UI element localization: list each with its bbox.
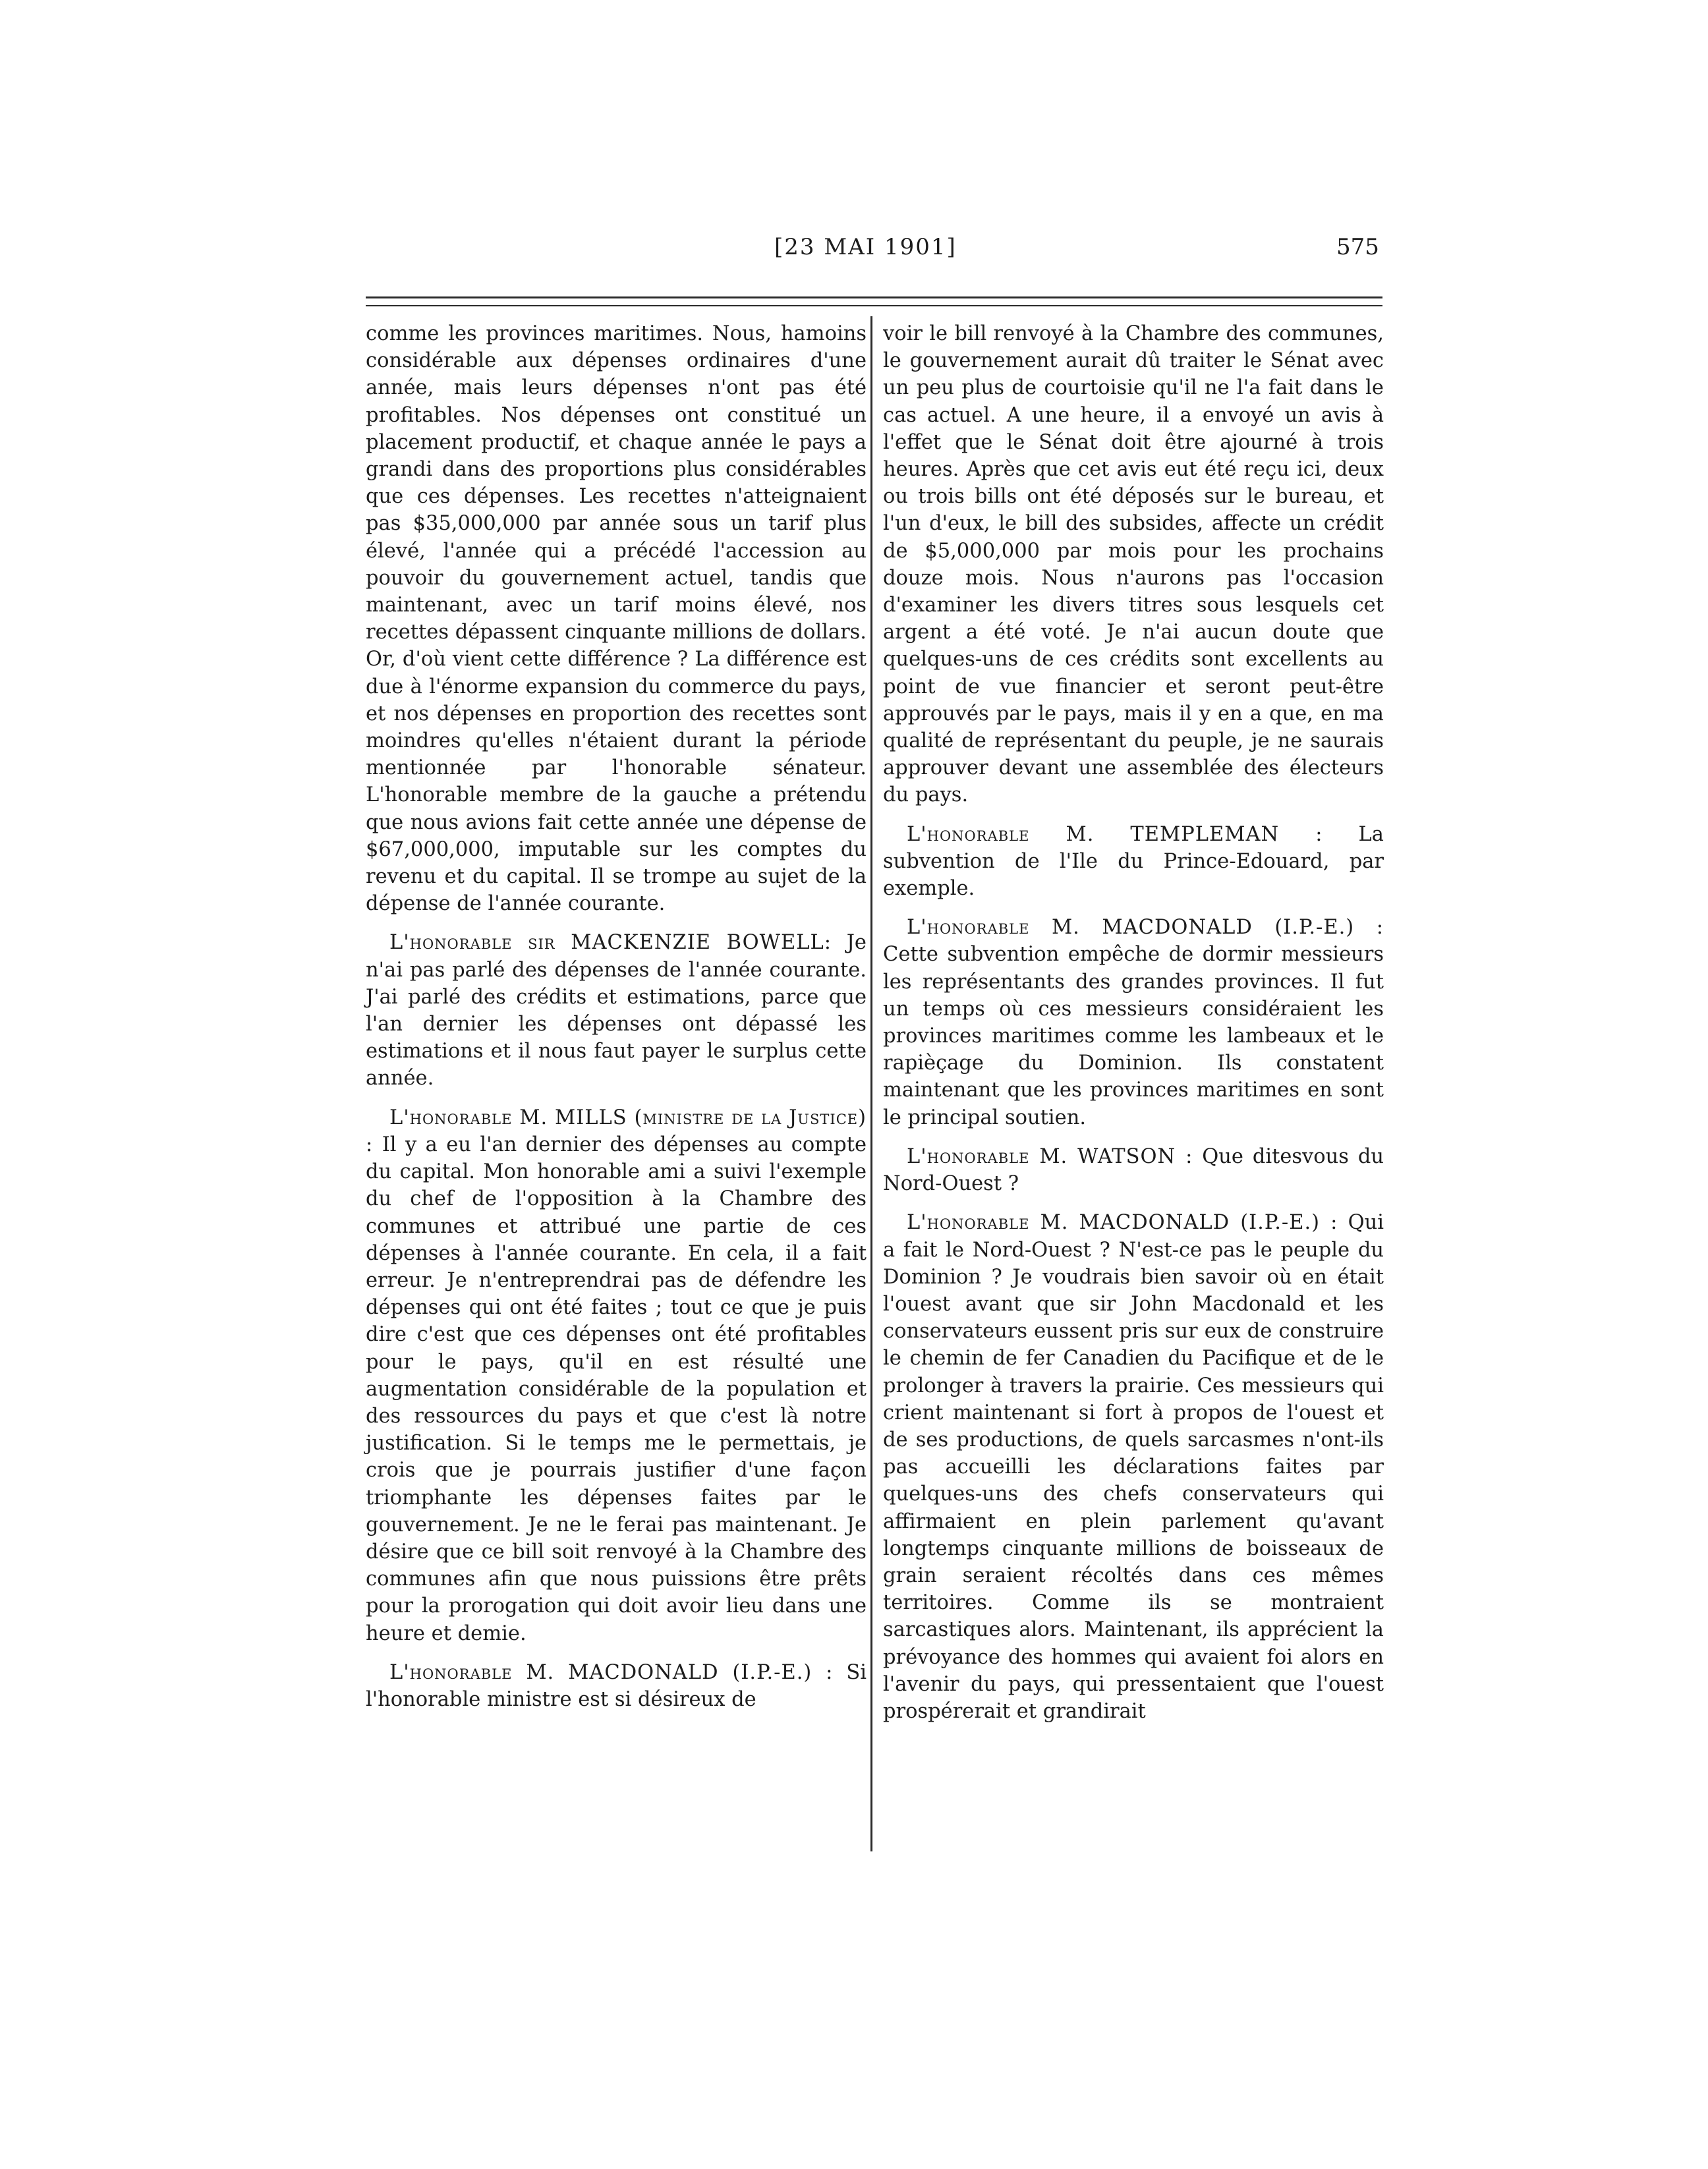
right-column [883, 320, 1384, 1725]
paragraph [366, 1104, 867, 1647]
paragraph-text: Que ditesvous du Nord-Ouest ? [883, 1144, 1384, 1196]
paragraph-text: La subvention de l'Ile du Prince-Edouard, par exemple. [883, 822, 1384, 901]
speaker-name: L'honorable M. WATSON : [907, 1144, 1193, 1168]
speaker-name: L'honorable M. MACDONALD (I.P.-E.) : [389, 1660, 834, 1684]
paragraph [366, 1659, 867, 1713]
speaker-name: L'honorable M. TEMPLEMAN : [907, 822, 1323, 846]
paragraph-text: Il y a eu l'an dernier des dépenses au compte du capital. Mon honorable ami a suivi l'exemple du chef de l'opposition à la Chambre des communes et attribué une partie de ces dépenses à l'année courante. En cela, il a fait erreur. Je n'entreprendrai pas de défendre les dépenses qui ont été faites ; tout ce que je puis dire c'est que ces dépenses ont été profitables pour le pays, qu'il en est résulté une augmentation considérable de la population et des ressources du pays et que c'est là notre justification. Si le temps me le permettais, je crois que je pourrais justifier d'une façon triomphante les dépenses faites par le gouvernement. Je ne le ferai pas maintenant. Je désire que ce bill soit renvoyé à la Chambre des communes afin que nous puissions être prêts pour la prorogation qui doit avoir lieu dans une heure et demie. [366, 1133, 867, 1645]
page-header [0, 234, 1708, 273]
paragraph-text: Qui a fait le Nord-Ouest ? N'est-ce pas le peuple du Dominion ? Je voudrais bien savoir où en était l'ouest avant que sir John Macdonald et les conservateurs eussent pris sur eux de construire le chemin de fer Canadien du Pacifique et de le prolonger à travers la prairie. Ces messieurs qui crient maintenant si fort à propos de l'ouest et de ses productions, de quels sarcasmes n'ont-ils pas accueilli les déclarations faites par quelques-uns des chefs conservateurs qui affirmaient en plein parlement qu'avant longtemps cinquante millions de boisseaux de grain seraient récoltés dans ces mêmes territoires. Comme ils se montraient sarcastiques alors. Maintenant, ils apprécient la prévoyance des hommes qui avaient foi alors en l'avenir du pays, qui pressentaient que l'ouest prospérerait et grandirait [883, 1211, 1384, 1723]
speaker-name: L'honorable M. MILLS (ministre de la Justice) : [366, 1106, 867, 1156]
paragraph [366, 929, 867, 1092]
paragraph [366, 320, 867, 917]
paragraph-text: comme les provinces maritimes. Nous, hamoins considérable aux dépenses ordinaires d'une année, mais leurs dépenses n'ont pas été profitables. Nos dépenses ont constitué un placement productif, et chaque année le pays a grandi dans des proportions plus considérables que ces dépenses. Les recettes n'atteignaient pas $35,000,000 par année sous un tarif plus élevé, l'année qui a précédé l'accession au pouvoir du gouvernement actuel, tandis que maintenant, avec un tarif moins élevé, nos recettes dépassent cinquante millions de dollars. Or, d'où vient cette différence ? La différence est due à l'énorme expansion du commerce du pays, et nos dépenses en proportion des recettes sont moindres qu'elles n'étaient durant la période mentionnée par l'honorable sénateur. L'honorable membre de la gauche a prétendu que nous avions fait cette année une dépense de $67,000,000, imputable sur les comptes du revenu et du capital. Il se trompe au sujet de la dépense de l'année courante. [366, 322, 867, 916]
paragraph-text: voir le bill renvoyé à la Chambre des communes, le gouvernement aurait dû traiter le Sénat avec un peu plus de courtoisie qu'il ne l'a fait dans le cas actuel. A une heure, il a envoyé un avis à l'effet que le Sénat doit être ajourné à trois heures. Après que cet avis eut été reçu ici, deux ou trois bills ont été déposés sur le bureau, et l'un d'eux, le bill des subsides, affecte un crédit de $5,000,000 par mois pour les prochains douze mois. Nous n'aurons pas l'occasion d'examiner les divers titres sous lesquels cet argent a été voté. Je n'ai aucun doute que quelques-uns de ces crédits sont excellents au point de vue financier et seront peut-être approuvés par le pays, mais il y en a que, en ma qualité de représentant du peuple, je ne saurais approuver devant une assemblée des électeurs du pays. [883, 322, 1384, 807]
paragraph [883, 914, 1384, 1131]
paragraph-text: Si l'honorable ministre est si désireux de [366, 1660, 867, 1711]
paragraph [883, 1209, 1384, 1725]
header-rule-top [366, 296, 1382, 298]
header-rule-bottom [366, 305, 1382, 306]
speaker-name: L'honorable sir MACKENZIE BOWELL: [389, 931, 832, 955]
paragraph [883, 320, 1384, 809]
speaker-name: L'honorable M. MACDONALD (I.P.-E.) : [907, 916, 1384, 940]
paragraph [883, 821, 1384, 903]
paragraph [883, 1143, 1384, 1197]
column-divider [870, 316, 872, 1851]
header-date: [23 MAI 1901] [774, 234, 957, 260]
paragraph-text: Cette subvention empêche de dormir messieurs les représentants des grandes provinces. Il fut un temps où ces messieurs considéraient les provinces maritimes comme les lambeaux et le rapièçage du Dominion. Ils constatent maintenant que les provinces maritimes en sont le principal soutien. [883, 943, 1384, 1129]
page-number: 575 [1336, 234, 1379, 260]
speaker-name: L'honorable M. MACDONALD (I.P.-E.) : [907, 1211, 1338, 1235]
paragraph-text: Je n'ai pas parlé des dépenses de l'année courante. J'ai parlé des crédits et estimations, parce que l'an dernier les dépenses ont dépassé les estimations et il nous faut payer le surplus cette année. [366, 931, 867, 1090]
left-column [366, 320, 867, 1713]
